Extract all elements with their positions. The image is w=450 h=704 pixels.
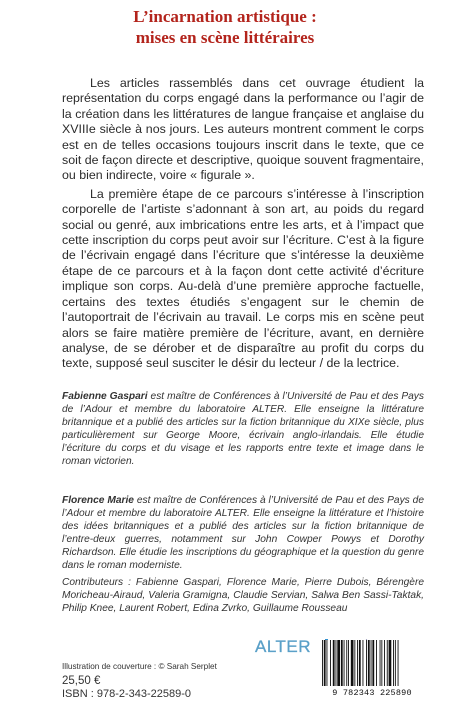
alter-logo-text: ALTER [254, 637, 312, 656]
alter-logo [254, 630, 312, 660]
author-bio-marie [62, 494, 424, 572]
abstract-paragraph-1: Les articles rassemblés dans cet ouvrage étudient la représentation du corps engagé dans la performance ou l’agir de la création dans les littératures de langue française et anglaise du XVIIIe siècle à nos jours. Les auteurs montrent comment le corps est en de telles occasions toujours inscrit dans le texte, que ce soit de façon directe et descriptive, quoique souvent fragmentaire, ou bien indirecte, voire « figurale ». [62, 76, 424, 183]
barcode-bar [387, 640, 388, 686]
barcode-bar [393, 640, 394, 686]
title-line-1: L’incarnation artistique : [133, 7, 317, 26]
author-bio-gaspari [62, 390, 424, 468]
author-bio-text: est maître de Conférences à l’Université de Pau et des Pays de l’Adour et membre du laboratoire ALTER. Elle enseigne la littérature et l’histoire des idées britanniques et a publié des articles sur la fiction britannique de l’entre-deux guerres, notamment sur John Cowper Powys et Dorothy Richardson. Elle étudie les inscriptions du géographique et la question du genre dans le roman moderniste. [62, 495, 424, 571]
barcode-bars [316, 640, 428, 688]
barcode-bar [380, 640, 381, 686]
barcode-bar [395, 640, 396, 686]
title-line-2: mises en scène littéraires [135, 28, 315, 47]
barcode-bar [381, 640, 382, 686]
barcode-bar [376, 640, 377, 686]
barcode-bar [337, 640, 340, 686]
barcode-bar [389, 640, 392, 686]
barcode-bar [371, 640, 372, 686]
contributors: Contributeurs : Fabienne Gaspari, Florence Marie, Pierre Dubois, Bérengère Moricheau-Airaud, Valeria Gramigna, Claudie Servian, Salwa Ben Sassi-Taktak, Philip Knee, Laurent Robert, Edina Zvrko, Guillaume Rousseau [62, 577, 424, 614]
barcode-bar [354, 640, 355, 686]
barcode-bar [351, 640, 354, 686]
barcode-bar [336, 640, 337, 686]
barcode-bar [324, 640, 326, 686]
barcode-bar [348, 640, 349, 686]
barcode-bar [363, 640, 364, 686]
barcode [316, 640, 428, 698]
barcode-bar [359, 640, 361, 686]
illustration-credit: Illustration de couverture : © Sarah Serplet [62, 662, 217, 671]
barcode-bar [357, 640, 358, 686]
barcode-bar [327, 640, 328, 686]
barcode-bar [344, 640, 345, 686]
barcode-bar [333, 640, 335, 686]
barcode-bar [384, 640, 385, 686]
author-bio-text: est maître de Conférences à l’Université de Pau et des Pays de l’Adour et membre du laboratoire ALTER. Elle enseigne la littérature britannique et a publié des articles sur la fiction britannique du XIXe siècle, plus particulièrement sur George Moore, écrivain anglo-irlandais. Elle étudie l’écriture du corps et du visage et les rapports entre texte et image dans le roman victorien. [62, 391, 424, 467]
barcode-bar [368, 640, 370, 686]
author-name: Florence Marie [62, 495, 134, 506]
barcode-bar [372, 640, 374, 686]
barcode-bar [346, 640, 347, 686]
isbn: ISBN : 978-2-343-22589-0 [62, 688, 192, 700]
barcode-bar [341, 640, 343, 686]
barcode-digits: 9 782343 225890 [332, 688, 412, 698]
abstract-paragraph-2: La première étape de ce parcours s’intéresse à l’inscription corporelle de l’artiste s’adonnant à son art, au poids du regard social ou genré, aux imbrications entre les arts, et à l’impact que cette inscription du corps peut avoir sur l’écriture. C’est à la figure de l’écrivain engagé dans l’écriture que s’intéresse la deuxième étape de ce parcours et à la façon dont cette activité d’écriture implique son corps. Au-delà d’une première approche factuelle, certains des textes étudiés s’engagent sur le chemin de l’autoportrait de l’écrivain au travail. Le corps mis en scène peut alors se faire matière première de l’écriture, avant, en dernière analyse, de se dérober et de disparaître au profit du corps du texte, supposé seul susciter le désir du lecteur / de la lectrice. [62, 186, 424, 371]
barcode-bar [366, 640, 367, 686]
barcode-bar [398, 640, 399, 686]
barcode-bar [330, 640, 331, 686]
barcode-bar [322, 640, 323, 686]
author-name: Fabienne Gaspari [62, 391, 148, 402]
price: 25,50 € [62, 675, 101, 687]
abstract [62, 76, 424, 375]
book-title [0, 6, 450, 48]
footer-info [62, 661, 262, 701]
